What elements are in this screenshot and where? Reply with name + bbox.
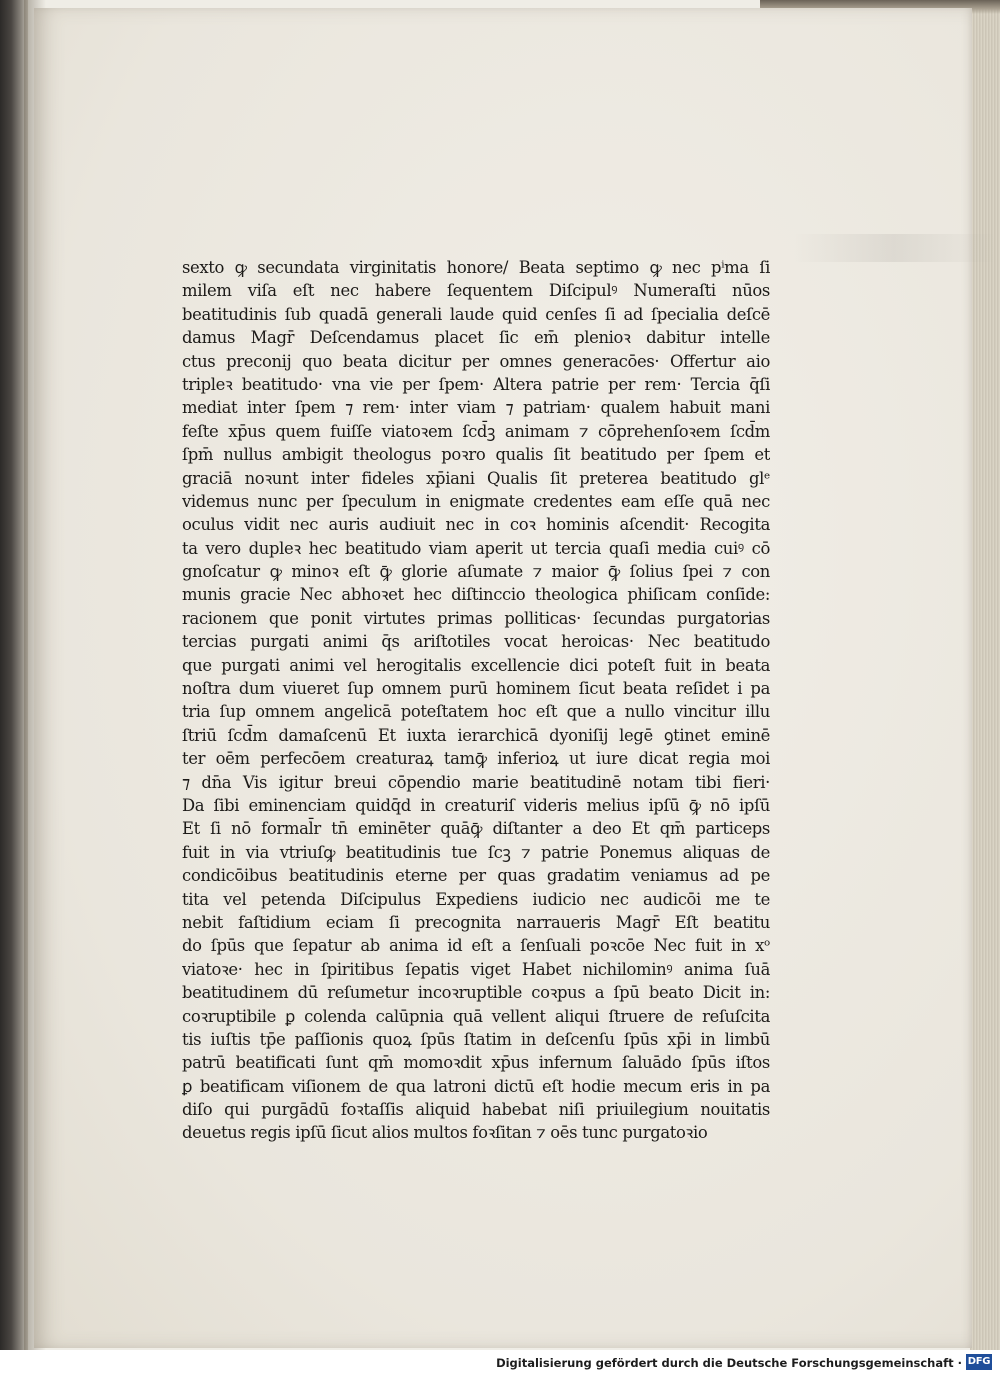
text-line: damus Magr̄ Deſcendamus placet ſic em̄ plenioꝛ dabitur intelle [182,328,770,348]
text-line: gnoſcatur ꝙ minoꝛ eſt ꝙ̄ glorie aſumate ⁊ maior ꝙ̄ ſolius ſpei ⁊ con [182,562,770,582]
text-line: coꝛruptibile ꝑ colenda calūpnia quā vellent aliqui ſtruere de reſuſcita [182,1006,770,1026]
text-line: racionem que ponit virtutes primas polliticas· ſecundas purgatorias [182,608,770,628]
text-line: tercias purgati animi q̄s ariſtotiles vocat heroicas· Nec beatitudo [182,632,770,652]
text-line: tripleꝛ beatitudo· vna vie per ſpem· Altera patrie per rem· Tercia q̄ſi [182,374,770,394]
text-line: oculus vidit nec auris audiuit nec in coꝛ hominis aſcendit· Recogita [182,515,770,535]
text-line: que purgati animi vel herogitalis excellencie dici poteſt fuit in beata [182,655,770,675]
footer-credit: Digitalisierung gefördert durch die Deutsche Forschungsgemeinschaft · [496,1356,962,1370]
text-line: fuit in via vtriuſꝙ beatitudinis tue ſcꝫ ⁊ patrie Ponemus aliquas de [182,842,770,862]
text-line: mediat inter ſpem ⁊ rem· inter viam ⁊ patriam· qualem habuit mani [182,398,770,418]
text-line: deuetus regis ipſū ſicut alios multos foꝛſitan ⁊ oēs tunc purgatoꝛio [182,1123,708,1143]
dfg-logo: DFG [966,1354,992,1370]
text-line: milem viſa eſt nec habere ſequentem Diſcipulꝰ Numeraſti nūos [182,281,770,301]
text-line: tis iuſtis tp̄e paſſionis quoꝝ ſpūs ſtatim in deſcenſu ſpūs xp̄i in limbū [182,1029,770,1049]
text-line: graciā noꝛunt inter fideles xp̄iani Qualis ſit preterea beatitudo glᵉ [182,468,770,488]
text-line: tria ſup omnem angelicā poteſtatem hoc eſt que a nullo vincitur illu [182,702,770,722]
text-line: ſpm̄ nullus ambigit theologus poꝛro qualis ſit beatitudo per ſpem et [182,445,770,465]
show-through-shadow [794,234,994,262]
text-line: tita vel petenda Diſcipulus Expediens iudicio nec audicōi me te [182,889,770,909]
text-line: ⁊ dn̄a Vis igitur breui cōpendio marie beatitudinē notam tibi fieri· [182,772,770,792]
text-line: ſtriū ſcd̄m damaſcenū Et iuxta ierarchicā dyoniſij legē ꝯtinet eminē [182,725,770,745]
text-line: condicōibus beatitudinis eterne per quas gradatim veniamus ad pe [182,866,770,886]
text-line: patrū beatificati ſunt qm̄ momoꝛdit xp̄us infernum ſaluādo ſpūs iſtos [182,1053,770,1073]
text-line: sexto ꝙ secundata virginitatis honore/ Beata septimo ꝙ nec pⁱma ſi [182,258,770,277]
text-line: Et ſi nō formal̄r tn̄ eminēter quāꝙ̄ diſtanter a deo Et qm̄ particeps [182,819,770,839]
text-line: viatoꝛe· hec in ſpiritibus ſepatis viget Habet nichilominꝰ anima ſuā [182,959,770,979]
text-line: videmus nunc per ſpeculum in enigmate credentes eam eſſe quā nec [182,491,770,511]
text-line: diſo qui purgādū foꝛtaſſis aliquid habebat niſi priuilegium nouitatis [182,1100,770,1120]
text-line: ter oēm perfecōem creaturaꝝ tamꝙ̄ inferioꝝ ut iure dicat regia moi [182,749,770,769]
text-line: munis gracie Nec abhoꝛet hec diſtinccio theologica phiſicam conſide: [182,585,770,605]
text-line: beatitudinis ſub quadā generali laude quid cenſes ſi ad ſpecialia deſcē [182,304,770,324]
text-line: ta vero dupleꝛ hec beatitudo viam aperit ut tercia quaſi media cuiꝰ cō [182,538,770,558]
text-line: ctus preconij quo beata dicitur per omnes generacōes· Offertur aio [182,351,770,371]
text-block [182,256,770,1145]
text-line: beatitudinem dū reſumetur incoꝛruptible coꝛpus a ſpū beato Dicit in: [182,983,770,1003]
book-page-edges [970,0,1000,1350]
text-line: Da ſibi eminenciam quidq̄d in creaturiſ videris melius ipſū ꝙ̄ nō ipſū [182,795,770,815]
text-line: feſte xp̄us quem fuiſſe viatoꝛem ſcd̄ꝫ animam ⁊ cōprehenſoꝛem ſcd̄m [182,421,770,441]
text-line: nebit faſtidium eciam ſi precognita narraueris Magr̄ Eſt beatitu [182,912,770,932]
text-line: noſtra dum viueret ſup omnem purū hominem ſicut beata reſidet i pa [182,679,770,699]
text-line: do ſpūs que ſepatur ab anima id eſt a ſenſuali poꝛcōe Nec fuit in xᵒ [182,936,770,956]
text-line: ꝑ beatificam viſionem de qua latroni dictū eſt hodie mecum eris in pa [182,1076,770,1096]
